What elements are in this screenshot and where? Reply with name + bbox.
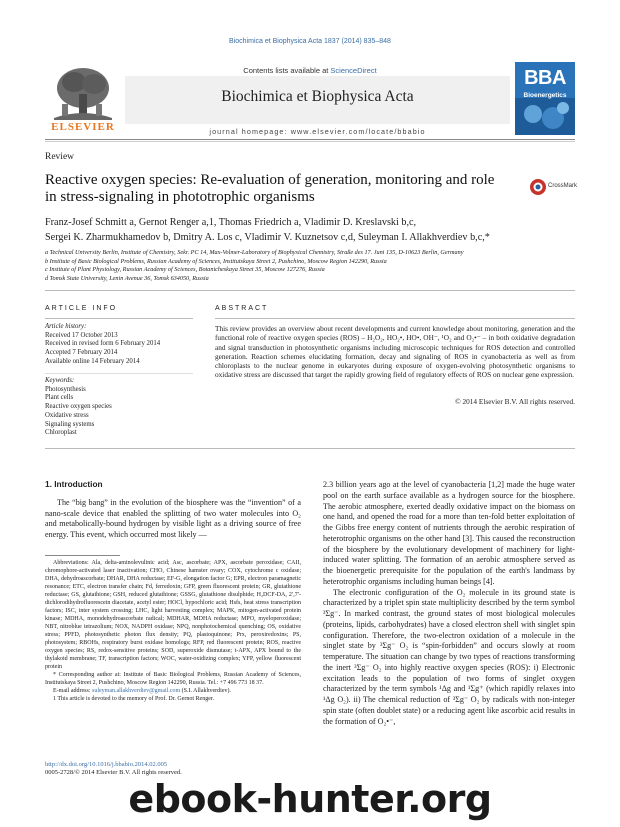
history-item: Available online 14 February 2014	[45, 357, 140, 365]
divider	[45, 448, 575, 449]
author-email-link[interactable]: suleyman.allakhverdiev@gmail.com	[92, 688, 181, 694]
affiliation-item: a Technical University Berlin, Institute of Chemistry, Sekr. PC 14, Max-Volmer-Laboratory of Biophysical Chemistry, Straße des 17. Juni 135, D-10623 Berlin, Germany	[45, 249, 464, 256]
sciencedirect-link[interactable]: ScienceDirect	[330, 66, 377, 75]
history-label: Article history:	[45, 323, 87, 330]
contents-prefix: Contents lists available at	[243, 66, 331, 75]
doi-link[interactable]: http://dx.doi.org/10.1016/j.bbabio.2014.02.005	[45, 761, 168, 768]
doi-block	[45, 761, 182, 777]
corresponding-author-note: * Corresponding author at: Institute of Basic Biological Problems, Russian Academy of Sciences, Institutskaya Street 2, Pushchino, Moscow Region 142290, Russia. Tel.: +7 496 773 18 37.	[45, 672, 301, 686]
keywords-label: Keywords:	[45, 377, 75, 384]
publisher-name: ELSEVIER	[51, 121, 115, 133]
history-item: Accepted 7 February 2014	[45, 349, 118, 357]
watermark: ebook-hunter.org	[128, 777, 492, 821]
affiliation-item: d Tomsk State University, Lenin Avenue 36, Tomsk 634050, Russia	[45, 275, 209, 283]
keyword: Photosynthesis	[45, 385, 86, 393]
journal-citation: Biochimica et Biophysica Acta 1837 (2014) 835–848	[229, 38, 391, 45]
history-item: Received 17 October 2013	[45, 331, 118, 339]
footnotes	[45, 559, 301, 703]
abstract-heading: ABSTRACT	[215, 305, 269, 312]
abbreviations-footnote: Abbreviations: Ala, delta-aminolevulinic acid; Asc, ascorbate; APX, ascorbate peroxidase; CAII, chromophore-activated laser inactivation; CHO, Chinese hamster ovary; COX, cytochrome c oxidase; DHA, dehydroascorbate; DHAR, DHA reductase; EF-G, elongation factor G; EPR, electron paramagnetic resonance; ETC, electron transfer chain; Fd, ferredoxin; GFP, green fluorescent protein; GR, glutathione reductase; GS, glutathione; GSH, reduced glutathione; GSSG, glutathione disulphide; H₂DCF-DA, 2′,7′-dichlorodihydrofluorescein diacetate, acetyl ester; HOCl, hypochloric acid; Hsfs, heat stress transcription factors; ISC, inter system crossing; LHC, light harvesting complex; MAPK, mitogen-activated protein kinase; MDHA, monodehydroascorbate radical; MDHAR, MDHA reductase; MPO, myeloperoxidase; NBT, nitroblue tetrazolium; NOX, NADPH oxidase; NPQ, nonphotochemical quenching; OS, oxidative stress; PPFD, photosynthetic photon flux density; PQ, plastoquinone; Prx, peroxiredoxins; PS, photosystem; RBOHs, respiratory burst oxidase homologs; RFP, red fluorescent protein; ROS, reactive oxygen species; RS, redox-sensitive proteins; SOD, superoxide dismutase; t-APX, APX bound to the thylakoid membrane; TF, transcription factors; WOC, water-oxidizing complex; YFP, yellow fluorescent protein	[45, 560, 301, 670]
divider	[215, 318, 575, 319]
divider	[45, 290, 575, 291]
body-paragraph: The electronic configuration of the O₂ molecule in its ground state is characterized by a triplet spin state multiplicity described by the term symbol ³Σg⁻. In marked contrast, the ground states of most biological molecules (proteins, lipids, carbohydrates) have a closed electron shell with singlet spin configuration. Therefore, the two-electron oxidation of a molecule in the singlet state by ³Σg⁻ O₂ is “spin-forbidden” and occurs slowly at room temperature. The situation can change by two types of reactions transforming the inert ³Σg⁻ O₂ into highly reactive oxygen species (ROS): i) Electronic excitation leads to the population of two forms of singlet oxygen characterized by the term symbols ¹Δg and ¹Σg⁺ (which rapidly relaxes into ¹Δg O₂). ii) The chemical reduction of ³Σg⁻ O₂ by radicals with non-integer spin state (often doublet state) or a reducing agent like ascorbic acid results in the formation of O₂•⁻,	[323, 587, 575, 726]
crossmark-badge[interactable]	[529, 176, 578, 198]
contents-line	[160, 66, 460, 75]
author-list	[45, 215, 575, 245]
keyword: Chloroplast	[45, 429, 77, 437]
article-title: Reactive oxygen species: Re-evaluation of generation, monitoring and role in stress-signaling in phototrophic organisms	[45, 172, 495, 205]
email-footnote	[45, 687, 301, 695]
cover-letters: BBA	[524, 67, 566, 89]
journal-name: Biochimica et Biophysica Acta	[221, 88, 414, 105]
affiliation-item: c Institute of Plant Physiology, Russian Academy of Sciences, Botanicheskaya Street 35, Moscow 127276, Russia	[45, 266, 325, 274]
authors-line-2: Sergei K. Zharmukhamedov b, Dmitry A. Los c, Vladimir V. Kuznetsov c,d, Suleyman I. Allakhverdiev b,c,*	[45, 232, 490, 243]
issn-line: 0005-2728/© 2014 Elsevier B.V. All rights reserved.	[45, 769, 182, 776]
header-rule-thin	[45, 141, 575, 142]
body-column-right	[323, 480, 575, 727]
email-prefix: E-mail address:	[53, 688, 92, 694]
section-label: Review	[45, 152, 75, 162]
affiliations	[45, 249, 575, 284]
keywords	[45, 377, 195, 438]
authors-line-1: Franz-Josef Schmitt a, Gernot Renger a,1, Thomas Friedrich a, Vladimir D. Kreslavski b,c,	[45, 217, 417, 228]
keyword: Signaling systems	[45, 420, 95, 428]
footnote-rule	[45, 555, 120, 556]
keyword: Plant cells	[45, 394, 74, 402]
body-paragraph: 2.3 billion years ago at the level of cyanobacteria [1,2] made the huge water pool on the earth surface available as a hydrogen source for the biosphere. The aerobic atmosphere, exerted deadly oxidative impact on the biomass on one hand, and opened the road for a more than ten-fold better exploitation of the Gibbs free energy content of nutrients through the aerobic respiration of heterotrophic organisms on the other hand [3]. This caused the reconstruction of the biosphere by the evolutionary development of machinery for light-induced water splitting. The formation of an aerobic atmosphere served as the bioenergetic prerequisite for the population of the earth's landmass by heterotrophic organisms including human beings [4].	[323, 480, 575, 586]
keyword: Oxidative stress	[45, 411, 89, 419]
abstract-copyright: © 2014 Elsevier B.V. All rights reserved.	[455, 397, 575, 406]
history-item: Received in revised form 6 February 2014	[45, 340, 161, 348]
journal-homepage[interactable]: journal homepage: www.elsevier.com/locate/bbabio	[209, 127, 426, 136]
article-history	[45, 323, 195, 367]
email-suffix: (S.I. Allakhverdiev).	[180, 688, 231, 694]
cover-subtitle: Bioenergetics	[523, 92, 567, 99]
article-info-heading: ARTICLE INFO	[45, 305, 118, 312]
divider	[45, 373, 193, 374]
section-heading: 1. Introduction	[45, 479, 103, 489]
divider	[45, 318, 193, 319]
abstract-text: This review provides an overview about recent developments and current knowledge about monitoring, generation and the functional role of reactive oxygen species (ROS) – H₂O₂, HO₂•, HO•, OH⁻, ¹O₂ and O₂•⁻ – in both oxidative degradation and signal transduction in photosynthetic organisms including microscopic techniques for ROS detection and controlled generation. Reaction schemes elucidating formation, decay and signaling of ROS in cyanobacteria as well as from chloroplasts to the nuclear genome in eukaryotes during exposure of oxygen-evolving photosynthetic organisms to oxidative stress are discussed that target the rapidly growing field of regulatory effects of ROS on nuclear gene expression.	[215, 324, 575, 380]
affiliation-item: b Institute of Basic Biological Problems, Russian Academy of Sciences, Institutskaya Street 2, Pushchino, Moscow Region 142290, Russia	[45, 257, 387, 265]
header-rule	[45, 139, 575, 140]
keyword: Reactive oxygen species	[45, 403, 112, 411]
intro-paragraph: The “big bang” in the evolution of the biosphere was the “invention” of a nano-scale device that enabled the splitting of two water molecules into O₂ and metabolically-bound hydrogen by visible light as a driving source of free energy. This event, which occurred most likely —	[45, 498, 301, 540]
memorial-footnote: 1 This article is devoted to the memory of Prof. Dr. Gernot Renger.	[53, 696, 215, 702]
crossmark-label: CrossMark	[548, 183, 578, 189]
